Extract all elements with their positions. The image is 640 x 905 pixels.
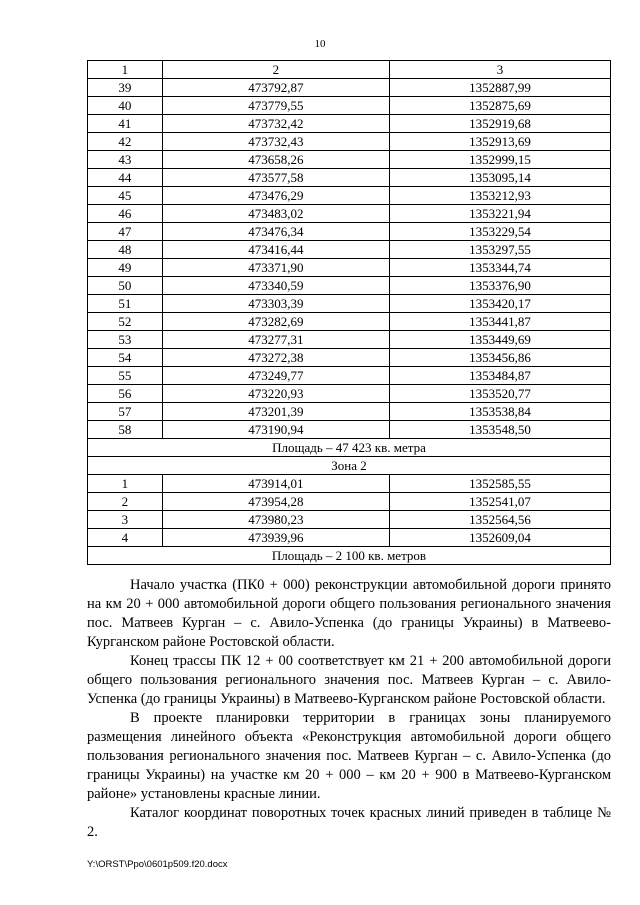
y-coordinate-cell: 1353538,84 xyxy=(389,403,610,421)
y-coordinate-cell: 1353221,94 xyxy=(389,205,610,223)
paragraph: Начало участка (ПК0 + 000) реконструкции автомобильной дороги принято на км 20 + 000 автомобильной дороги общего пользования регионального значения пос. Матвеев Курган – с. Авило-Успенка (до границы Украины) в Матвеево-Курганском районе Ростовской области. xyxy=(87,577,611,650)
area-summary-row xyxy=(88,439,611,457)
point-number-cell: 2 xyxy=(88,493,163,511)
point-number-cell: 50 xyxy=(88,277,163,295)
x-coordinate-cell: 473303,39 xyxy=(162,295,389,313)
paragraph: Конец трассы ПК 12 + 00 соответствует км 21 + 200 автомобильной дороги общего пользования регионального значения пос. Матвеев Курган – с. Авило-Успенка (до границы Украины) в Матвеево-Курганском районе Ростовской области. xyxy=(87,653,611,707)
x-coordinate-cell: 473277,31 xyxy=(162,331,389,349)
y-coordinate-cell: 1353548,50 xyxy=(389,421,610,439)
table-row xyxy=(88,79,611,97)
y-coordinate-cell: 1353229,54 xyxy=(389,223,610,241)
y-coordinate-cell: 1352913,69 xyxy=(389,133,610,151)
zone-title: Зона 2 xyxy=(88,457,611,475)
point-number-cell: 3 xyxy=(88,511,163,529)
area-summary-row xyxy=(88,547,611,565)
coordinates-table-body xyxy=(88,61,611,565)
y-coordinate-cell: 1352887,99 xyxy=(389,79,610,97)
y-coordinate-cell: 1352609,04 xyxy=(389,529,610,547)
point-number-cell: 49 xyxy=(88,259,163,277)
table-row xyxy=(88,295,611,313)
table-row xyxy=(88,223,611,241)
x-coordinate-cell: 473779,55 xyxy=(162,97,389,115)
table-row xyxy=(88,367,611,385)
x-coordinate-cell: 473483,02 xyxy=(162,205,389,223)
table-row xyxy=(88,385,611,403)
point-number-cell: 57 xyxy=(88,403,163,421)
table-header-cell: 3 xyxy=(389,61,610,79)
area-summary: Площадь – 2 100 кв. метров xyxy=(88,547,611,565)
x-coordinate-cell: 473190,94 xyxy=(162,421,389,439)
x-coordinate-cell: 473416,44 xyxy=(162,241,389,259)
y-coordinate-cell: 1353484,87 xyxy=(389,367,610,385)
x-coordinate-cell: 473371,90 xyxy=(162,259,389,277)
y-coordinate-cell: 1352999,15 xyxy=(389,151,610,169)
x-coordinate-cell: 473914,01 xyxy=(162,475,389,493)
point-number-cell: 48 xyxy=(88,241,163,259)
body-text xyxy=(87,576,611,842)
table-row xyxy=(88,259,611,277)
table-row xyxy=(88,277,611,295)
area-summary: Площадь – 47 423 кв. метра xyxy=(88,439,611,457)
point-number-cell: 52 xyxy=(88,313,163,331)
y-coordinate-cell: 1353456,86 xyxy=(389,349,610,367)
y-coordinate-cell: 1353297,55 xyxy=(389,241,610,259)
table-row xyxy=(88,349,611,367)
table-row xyxy=(88,241,611,259)
x-coordinate-cell: 473272,38 xyxy=(162,349,389,367)
table-row xyxy=(88,187,611,205)
x-coordinate-cell: 473201,39 xyxy=(162,403,389,421)
x-coordinate-cell: 473792,87 xyxy=(162,79,389,97)
table-row xyxy=(88,493,611,511)
point-number-cell: 44 xyxy=(88,169,163,187)
x-coordinate-cell: 473954,28 xyxy=(162,493,389,511)
table-row xyxy=(88,115,611,133)
x-coordinate-cell: 473732,43 xyxy=(162,133,389,151)
point-number-cell: 53 xyxy=(88,331,163,349)
y-coordinate-cell: 1353420,17 xyxy=(389,295,610,313)
y-coordinate-cell: 1353441,87 xyxy=(389,313,610,331)
table-row xyxy=(88,205,611,223)
point-number-cell: 54 xyxy=(88,349,163,367)
x-coordinate-cell: 473577,58 xyxy=(162,169,389,187)
point-number-cell: 39 xyxy=(88,79,163,97)
point-number-cell: 4 xyxy=(88,529,163,547)
y-coordinate-cell: 1353095,14 xyxy=(389,169,610,187)
table-header-cell: 1 xyxy=(88,61,163,79)
table-row xyxy=(88,475,611,493)
table-row xyxy=(88,133,611,151)
point-number-cell: 56 xyxy=(88,385,163,403)
point-number-cell: 1 xyxy=(88,475,163,493)
table-row xyxy=(88,421,611,439)
table-row xyxy=(88,529,611,547)
point-number-cell: 40 xyxy=(88,97,163,115)
x-coordinate-cell: 473732,42 xyxy=(162,115,389,133)
y-coordinate-cell: 1352875,69 xyxy=(389,97,610,115)
table-row xyxy=(88,169,611,187)
point-number-cell: 51 xyxy=(88,295,163,313)
zone-title-row xyxy=(88,457,611,475)
y-coordinate-cell: 1353449,69 xyxy=(389,331,610,349)
y-coordinate-cell: 1352919,68 xyxy=(389,115,610,133)
x-coordinate-cell: 473980,23 xyxy=(162,511,389,529)
x-coordinate-cell: 473939,96 xyxy=(162,529,389,547)
x-coordinate-cell: 473249,77 xyxy=(162,367,389,385)
point-number-cell: 47 xyxy=(88,223,163,241)
y-coordinate-cell: 1353212,93 xyxy=(389,187,610,205)
point-number-cell: 55 xyxy=(88,367,163,385)
y-coordinate-cell: 1352564,56 xyxy=(389,511,610,529)
point-number-cell: 45 xyxy=(88,187,163,205)
paragraph: Каталог координат поворотных точек красных линий приведен в таблице № 2. xyxy=(87,805,611,840)
file-path-footer: Y:\ORST\Ppo\0601p509.f20.docx xyxy=(87,859,228,870)
x-coordinate-cell: 473476,29 xyxy=(162,187,389,205)
y-coordinate-cell: 1353344,74 xyxy=(389,259,610,277)
y-coordinate-cell: 1352585,55 xyxy=(389,475,610,493)
coordinates-table xyxy=(87,60,611,565)
x-coordinate-cell: 473340,59 xyxy=(162,277,389,295)
table-row xyxy=(88,313,611,331)
x-coordinate-cell: 473220,93 xyxy=(162,385,389,403)
point-number-cell: 58 xyxy=(88,421,163,439)
point-number-cell: 42 xyxy=(88,133,163,151)
x-coordinate-cell: 473658,26 xyxy=(162,151,389,169)
table-row xyxy=(88,511,611,529)
table-row xyxy=(88,97,611,115)
table-row xyxy=(88,403,611,421)
point-number-cell: 43 xyxy=(88,151,163,169)
y-coordinate-cell: 1353520,77 xyxy=(389,385,610,403)
page-number: 10 xyxy=(314,38,326,50)
point-number-cell: 41 xyxy=(88,115,163,133)
x-coordinate-cell: 473282,69 xyxy=(162,313,389,331)
table-header-row xyxy=(88,61,611,79)
table-row xyxy=(88,151,611,169)
point-number-cell: 46 xyxy=(88,205,163,223)
paragraph: В проекте планировки территории в границах зоны планируемого размещения линейного объекта «Реконструкция автомобильной дороги общего пользования регионального значения пос. Матвеев Курган – с. Авило-Успенка (до границы Украины) на участке км 20 + 000 – км 20 + 900 в Матвеево-Курганском районе» установлены красные линии. xyxy=(87,710,611,802)
y-coordinate-cell: 1352541,07 xyxy=(389,493,610,511)
y-coordinate-cell: 1353376,90 xyxy=(389,277,610,295)
x-coordinate-cell: 473476,34 xyxy=(162,223,389,241)
table-header-cell: 2 xyxy=(162,61,389,79)
table-row xyxy=(88,331,611,349)
